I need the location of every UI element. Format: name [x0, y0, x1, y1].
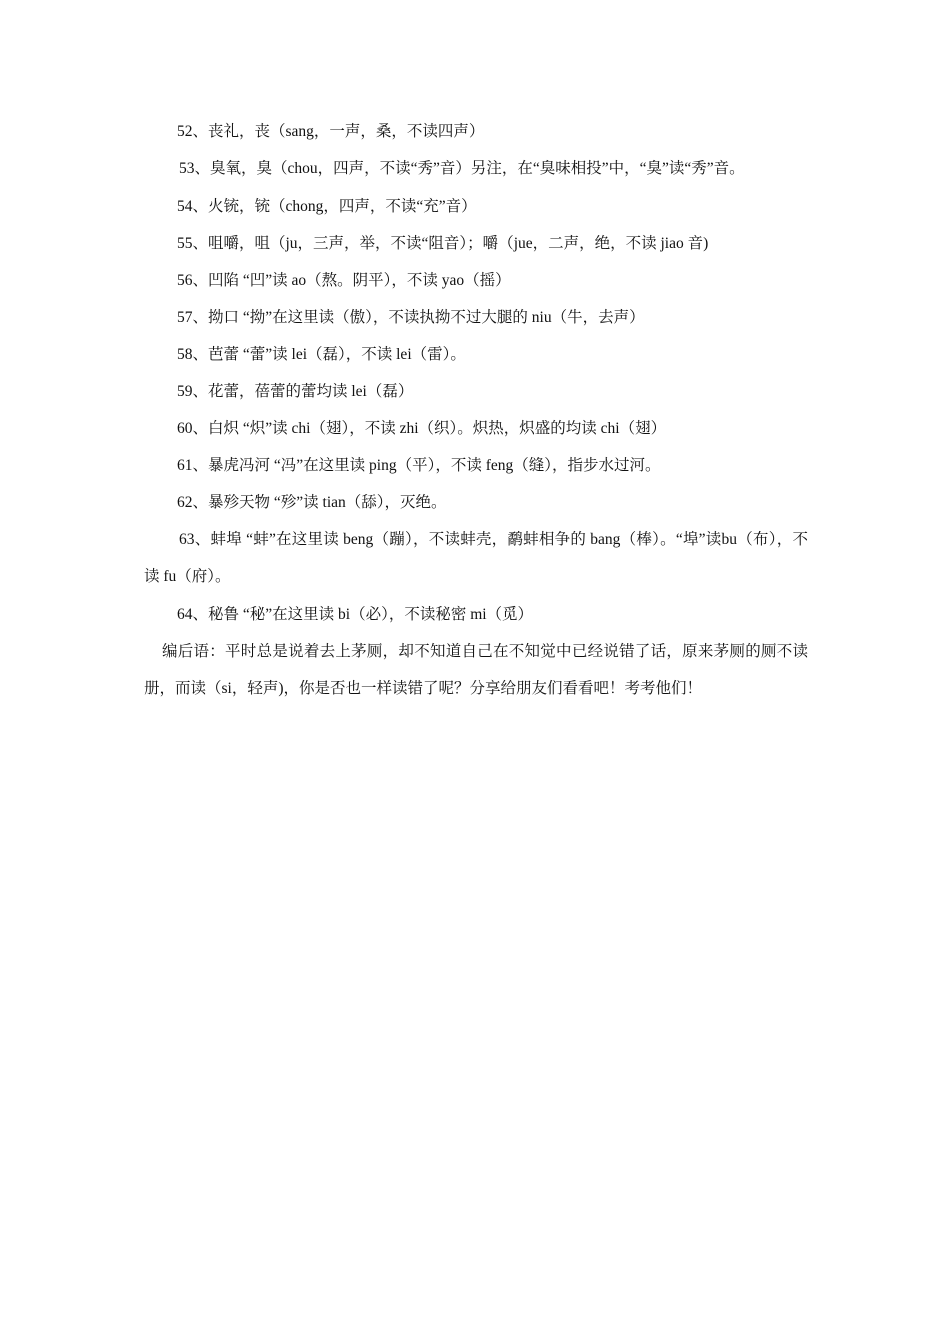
list-item: 61、暴虎冯河 “冯”在这里读 ping（平），不读 feng（缝），指步水过河。	[177, 456, 661, 474]
list-item: 62、暴殄天物 “殄”读 tian（舔），灭绝。	[177, 493, 447, 511]
list-item: 63、蚌埠 “蚌”在这里读 beng（蹦），不读蚌壳，鹬蚌相争的 bang（棒）。“埠”读bu（布），不读 fu（府）。	[144, 530, 808, 585]
list-item: 59、花蕾，蓓蕾的蕾均读 lei（磊）	[177, 382, 414, 400]
list-item: 53、臭氧，臭（chou，四声，不读“秀”音）另注，在“臭味相投”中，“臭”读“秀”音。	[179, 160, 745, 177]
list-item: 52、丧礼，丧（sang，一声，桑，不读四声）	[177, 123, 485, 140]
list-item: 60、白炽 “炽”读 chi（翅），不读 zhi（织）。炽热，炽盛的均读 chi（翅）	[177, 419, 667, 437]
list-item: 58、芭蕾 “蕾”读 lei（磊），不读 lei（雷）。	[177, 345, 466, 363]
list-item: 54、火铳，铳（chong，四声，不读“充”音）	[177, 197, 477, 215]
list-item: 55、咀嚼，咀（ju，三声，举，不读“阻音）；嚼（jue，二声，绝，不读 jiao 音)	[177, 234, 709, 252]
list-item: 57、拗口 “拗”在这里读（傲），不读执拗不过大腿的 niu（牛，去声）	[177, 308, 645, 326]
list-item: 64、秘鲁 “秘”在这里读 bi（必），不读秘密 mi（觅）	[177, 605, 534, 623]
list-item: 56、凹陷 “凹”读 ao（熬。阴平），不读 yao（摇）	[177, 271, 511, 289]
document-body	[144, 122, 808, 708]
editor-note: 编后语：平时总是说着去上茅厕，却不知道自己在不知觉中已经说错了话，原来茅厕的厕不读册，而读（si，轻声)，你是否也一样读错了呢？分享给朋友们看看吧！考考他们！	[144, 642, 808, 697]
